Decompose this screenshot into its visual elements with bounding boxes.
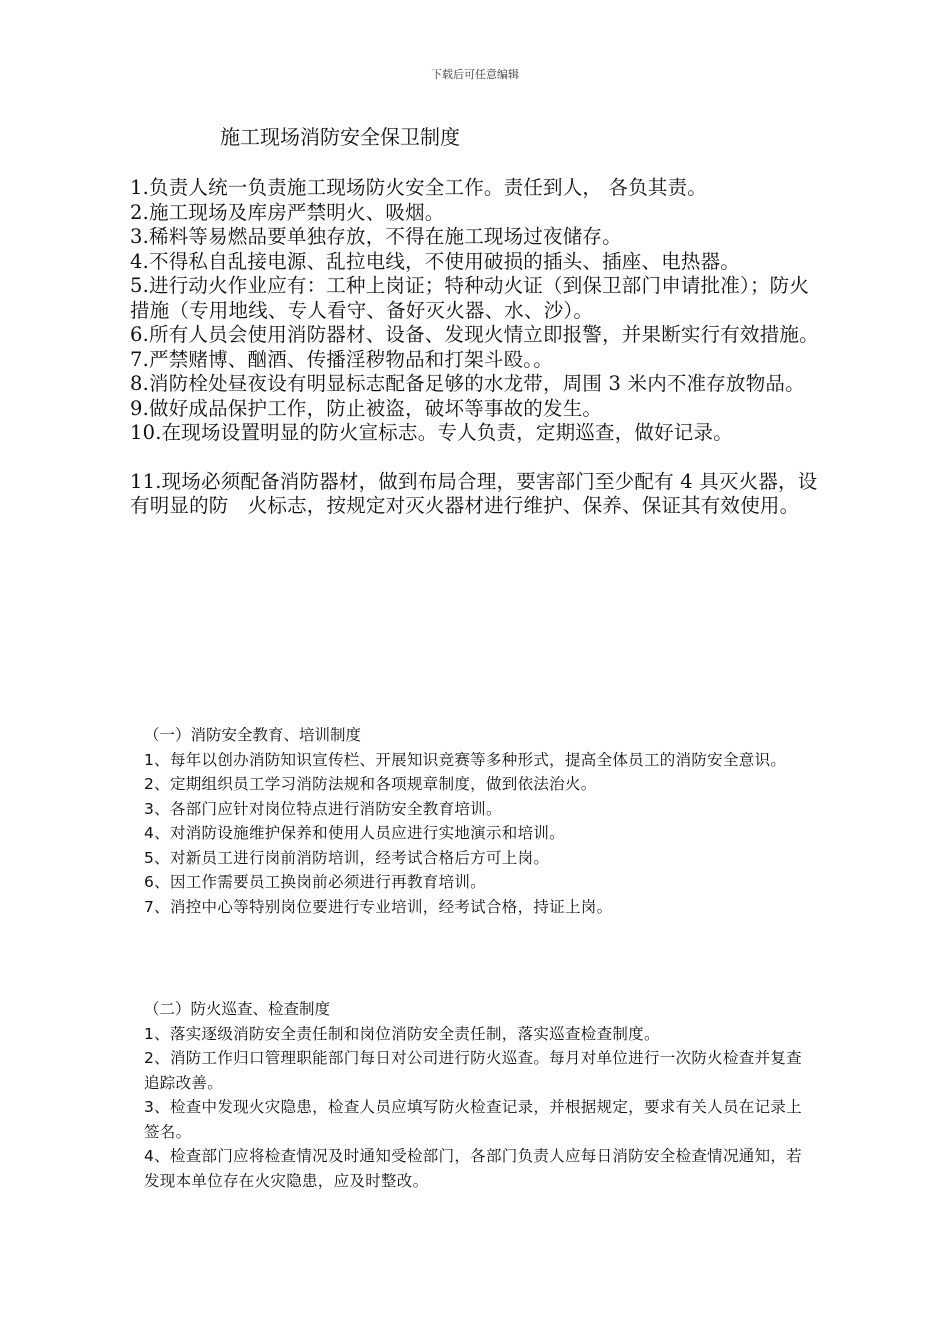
section-item: 2、定期组织员工学习消防法规和各项规章制度，做到依法治火。 bbox=[144, 775, 597, 793]
rule-item: 2.施工现场及库房严禁明火、吸烟。 bbox=[130, 200, 445, 224]
section-item: 4、对消防设施维护保养和使用人员应进行实地演示和培训。 bbox=[144, 824, 565, 842]
rule-item: 8.消防栓处昼夜设有明显标志配备足够的水龙带，周围 3 米内不准存放物品。 bbox=[130, 372, 805, 395]
section-heading: （一）消防安全教育、培训制度 bbox=[144, 726, 362, 744]
section-item: 5、对新员工进行岗前消防培训，经考试合格后方可上岗。 bbox=[144, 848, 550, 867]
inspection-section bbox=[144, 997, 809, 1193]
section-item: 3、各部门应针对岗位特点进行消防安全教育培训。 bbox=[144, 799, 502, 818]
download-note: 下载后可任意编辑 bbox=[431, 68, 519, 81]
rule-item: 1.负责人统一负责施工现场防火安全工作。责任到人， 各负其责。 bbox=[130, 176, 708, 199]
rule-item: 6.所有人员会使用消防器材、设备、发现火情立即报警，并果断实行有效措施。 bbox=[130, 323, 819, 346]
section-item: 3、检查中发现火灾隐患，检查人员应填写防火检查记录，并根据规定，要求有关人员在记录上签名。 bbox=[144, 1098, 802, 1141]
rule-item: 11.现场必须配备消防器材，做到布局合理，要害部门至少配有 4 具灭火器，设有明显的防 火标志，按规定对灭火器材进行维护、保养、保证其有效使用。 bbox=[130, 469, 818, 517]
section-item: 6、因工作需要员工换岗前必须进行再教育培训。 bbox=[144, 873, 486, 891]
section-item: 1、每年以创办消防知识宣传栏、开展知识竞赛等多种形式，提高全体员工的消防安全意识。 bbox=[144, 750, 787, 769]
section-item: 7、消控中心等特别岗位要进行专业培训，经考试合格，持证上岗。 bbox=[144, 897, 613, 916]
page-title: 施工现场消防安全保卫制度 bbox=[220, 125, 460, 149]
rule-item: 5.进行动火作业应有：工种上岗证；特种动火证（到保卫部门申请批准）；防火措施（专用地线、专人看守、备好灭火器、水、沙）。 bbox=[130, 274, 810, 322]
section-item: 4、检查部门应将检查情况及时通知受检部门，各部门负责人应每日消防安全检查情况通知，若发现本单位存在火灾隐患，应及时整改。 bbox=[144, 1147, 802, 1190]
rule-item: 4.不得私自乱接电源、乱拉电线，不使用破损的插头、插座、电热器。 bbox=[130, 249, 741, 273]
training-section bbox=[144, 723, 809, 919]
rules-list bbox=[130, 176, 820, 519]
section-item: 1、落实逐级消防安全责任制和岗位消防安全责任制，落实巡查检查制度。 bbox=[144, 1024, 660, 1043]
rule-item: 7.严禁赌博、酗酒、传播淫秽物品和打架斗殴。。 bbox=[130, 347, 553, 371]
rule-item: 3.稀料等易燃品要单独存放，不得在施工现场过夜储存。 bbox=[130, 225, 622, 248]
section-item: 2、消防工作归口管理职能部门每日对公司进行防火巡查。每月对单位进行一次防火检查并复查追踪改善。 bbox=[144, 1049, 802, 1092]
section-heading: （二）防火巡查、检查制度 bbox=[144, 1000, 331, 1018]
rule-item: 10.在现场设置明显的防火宣标志。专人负责，定期巡查，做好记录。 bbox=[130, 421, 733, 444]
rule-item: 9.做好成品保护工作，防止被盗，破坏等事故的发生。 bbox=[130, 396, 603, 420]
